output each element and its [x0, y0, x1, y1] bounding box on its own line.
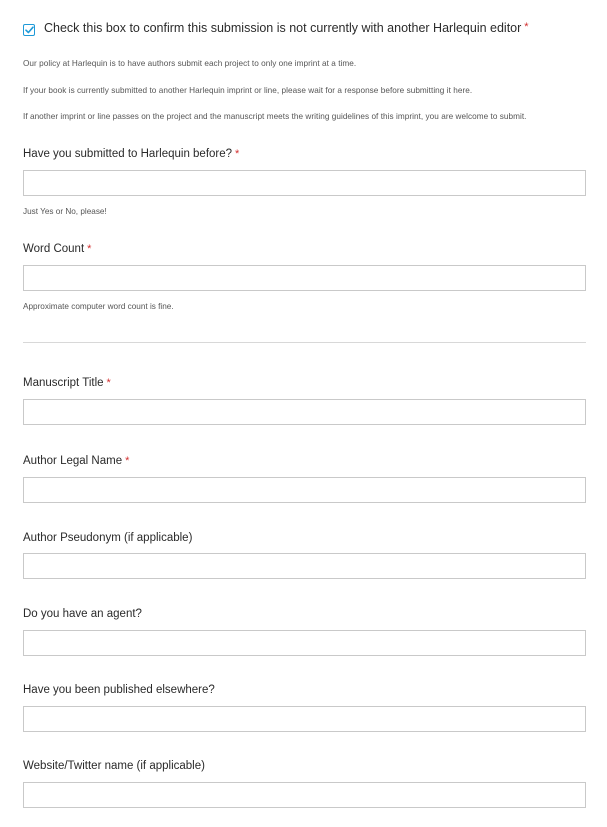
section-divider — [23, 342, 586, 343]
manuscript-title-input[interactable] — [23, 399, 586, 425]
author-legal-name-label-text: Author Legal Name — [23, 455, 123, 467]
agent-label: Do you have an agent? — [23, 608, 142, 620]
required-marker: * — [125, 455, 130, 467]
author-pseudonym-input[interactable] — [23, 553, 586, 579]
required-marker: * — [524, 21, 529, 33]
word-count-help: Approximate computer word count is fine. — [23, 302, 174, 311]
policy-line-3: If another imprint or line passes on the project and the manuscript meets the writing guidelines of this imprint, you are welcome to submit. — [23, 112, 527, 121]
author-pseudonym-label: Author Pseudonym (if applicable) — [23, 532, 193, 544]
required-marker: * — [106, 377, 111, 389]
author-legal-name-input[interactable] — [23, 477, 586, 503]
website-twitter-label: Website/Twitter name (if applicable) — [23, 760, 205, 772]
policy-line-2: If your book is currently submitted to another Harlequin imprint or line, please wait for a response before submitting it here. — [23, 86, 473, 95]
published-elsewhere-label: Have you been published elsewhere? — [23, 684, 215, 696]
published-elsewhere-input[interactable] — [23, 706, 586, 732]
submitted-before-label-text: Have you submitted to Harlequin before? — [23, 148, 233, 160]
word-count-label — [23, 243, 91, 255]
agent-input[interactable] — [23, 630, 586, 656]
submitted-before-help: Just Yes or No, please! — [23, 207, 107, 216]
policy-line-1: Our policy at Harlequin is to have authors submit each project to only one imprint at a time. — [23, 59, 357, 68]
word-count-input[interactable] — [23, 265, 586, 291]
website-twitter-input[interactable] — [23, 782, 586, 808]
author-legal-name-label — [23, 455, 129, 467]
submitted-before-label — [23, 148, 239, 160]
confirm-label[interactable] — [44, 21, 529, 35]
confirm-label-text: Check this box to confirm this submission is not currently with another Harlequin editor — [44, 21, 522, 35]
manuscript-title-label-text: Manuscript Title — [23, 377, 104, 389]
submitted-before-input[interactable] — [23, 170, 586, 196]
manuscript-title-label — [23, 377, 111, 389]
confirm-checkbox[interactable] — [23, 24, 35, 36]
required-marker: * — [87, 243, 92, 255]
checkmark-icon — [25, 26, 34, 34]
word-count-label-text: Word Count — [23, 243, 85, 255]
required-marker: * — [235, 148, 240, 160]
